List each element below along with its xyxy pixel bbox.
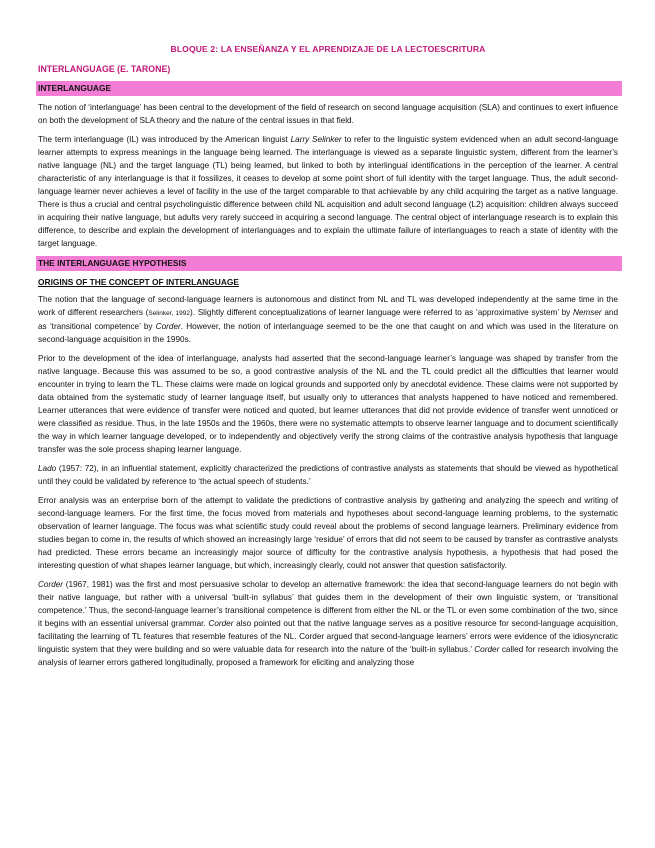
author-name: Corder [155, 322, 181, 331]
author-name: Lado [38, 464, 57, 473]
document-page [38, 44, 618, 675]
paragraph: Prior to the development of the idea of interlanguage, analysts had asserted that the second-language learner’s language was shaped by transfer from the native language. Because this was assumed to be so, a good contrastive analysis of the NL and the TL could predict all the difficulties that learner would encounter in trying to learn the TL. These claims were made on logical grounds and supported only by anecdotal evidence. These claims were not supported by data obtained from the systematic study of learner language itself, but usually only to utterances that analysts happened to have noticed and remembered. Learner utterances that were evidence of transfer were noticed and quoted, but learner utterances that did not provide evidence of transfer went unnoticed or were classified as residue. Thus, in the late 1950s and the 1960s, there were no systematic attempts to observe learner language and to document scientifically the way in which learner language developed, or to independently and objectively verify the strong claims of the contrastive analysis hypothesis that language transfer was the sole process shaping learner language. [38, 354, 618, 454]
author-name: Corder [474, 645, 500, 654]
subheading-origins: ORIGINS OF THE CONCEPT OF INTERLANGUAGE [38, 277, 240, 287]
paragraph: The notion that the language of second-language learners is autonomous and distinct from NL and TL was developed independently at the same time in the work of different researchers (Selinker, 1992). Slightly different conceptualizations of learner language were referred to as ‘approximative system’ by Nemser and as ‘transitional competence’ by Corder. However, the notion of interlanguage seemed to be the one that caught on and which was used in the literature on second-language acquisition in the 1990s. [38, 295, 618, 344]
paragraph: The term interlanguage (IL) was introduced by the American linguist Larry Selinker to refer to the linguistic system evidenced when an adult second-language learner attempts to express meanings in the language being learned. The interlanguage is viewed as a separate linguistic system, different from the learner’s native language (NL) and the target language (TL) being learned, but linked to both by interlingual identifications in the perception of the learner. A central characteristic of any interlanguage is that it fossilizes, it ceases to develop at some point short of full identity with the target language. Thus, the adult second-language learner never achieves a level of facility in the use of the target comparable to that achievable by any child acquiring the target as a native language. There is thus a crucial and central psycholinguistic difference between child NL acquisition and adult second language (L2) acquisition: children always succeed in acquiring their native language, but adults very rarely succeed in acquiring a second language. The central object of interlanguage research is to explain this difference, to describe and explain the development of interlanguages and to explain the ultimate failure of interlanguages to reach a state of identity with the target language. [38, 135, 618, 248]
section-heading-hypothesis: THE INTERLANGUAGE HYPOTHESIS [36, 256, 622, 271]
section-heading-interlanguage: INTERLANGUAGE [36, 81, 622, 96]
paragraph: Error analysis was an enterprise born of the attempt to validate the predictions of contrastive analysis by gathering and analyzing the speech and writing of second-language learners. For the first time, the focus moved from materials and hypotheses about second-language learning problems, to the systematic observation of learner language. The focus was what scientific study could reveal about the problems of second language learners. Preliminary evidence from studies began to come in, the results of which showed an increasingly large ‘residue’ of errors that did not seem to be caused by transfer as contrastive analysts had predicted. These errors became an increasingly major source of difficulty for the contrastive analysis hypothesis, a hypothesis that had posed the interesting question of what shapes learner language, but which, increasingly clearly, could not answer that question satisfactorily. [38, 496, 618, 570]
citation: Selinker, 1992 [148, 310, 190, 317]
author-name: Larry Selinker [290, 135, 342, 144]
paragraph: Corder (1967, 1981) was the first and most persuasive scholar to develop an alternative framework: the idea that second-language learners do not begin with their native language, but rather with a universal ‘built-in syllabus’ that guides them in the development of their own linguistic system, or ‘transitional competence.’ Thus, the second-language learner’s transitional competence is different from either the NL or the TL or even some combination of the two, since it begins with an essential universal grammar. Corder also pointed out that the native language serves as a positive resource for second-language acquisition, facilitating the learning of TL features that resemble features of the NL. Corder argued that second-language learners’ errors were evidence of the idiosyncratic linguistic system that they were building and so were valuable data for research into the nature of the ‘built-in syllabus.’ Corder called for research involving the analysis of learner errors gathered longitudinally, proposed a framework for eliciting and analyzing those [38, 580, 619, 667]
author-name: Corder [38, 580, 64, 589]
document-subtitle: INTERLANGUAGE (E. TARONE) [38, 64, 171, 74]
paragraph: Lado (1957: 72), in an influential statement, explicitly characterized the predictions of contrastive analysts as statements that should be viewed as hypothetical until they could be validated by reference to ‘the actual speech of students.’ [38, 464, 618, 486]
block-title: BLOQUE 2: LA ENSEÑANZA Y EL APRENDIZAJE DE LA LECTOESCRITURA [170, 44, 486, 54]
author-name: Nemser [572, 308, 602, 317]
author-name: Corder [208, 619, 234, 628]
paragraph: The notion of ‘interlanguage’ has been central to the development of the field of research on second language acquisition (SLA) and continues to exert influence on both the development of SLA theory and the nature of the central issues in that field. [38, 103, 618, 125]
